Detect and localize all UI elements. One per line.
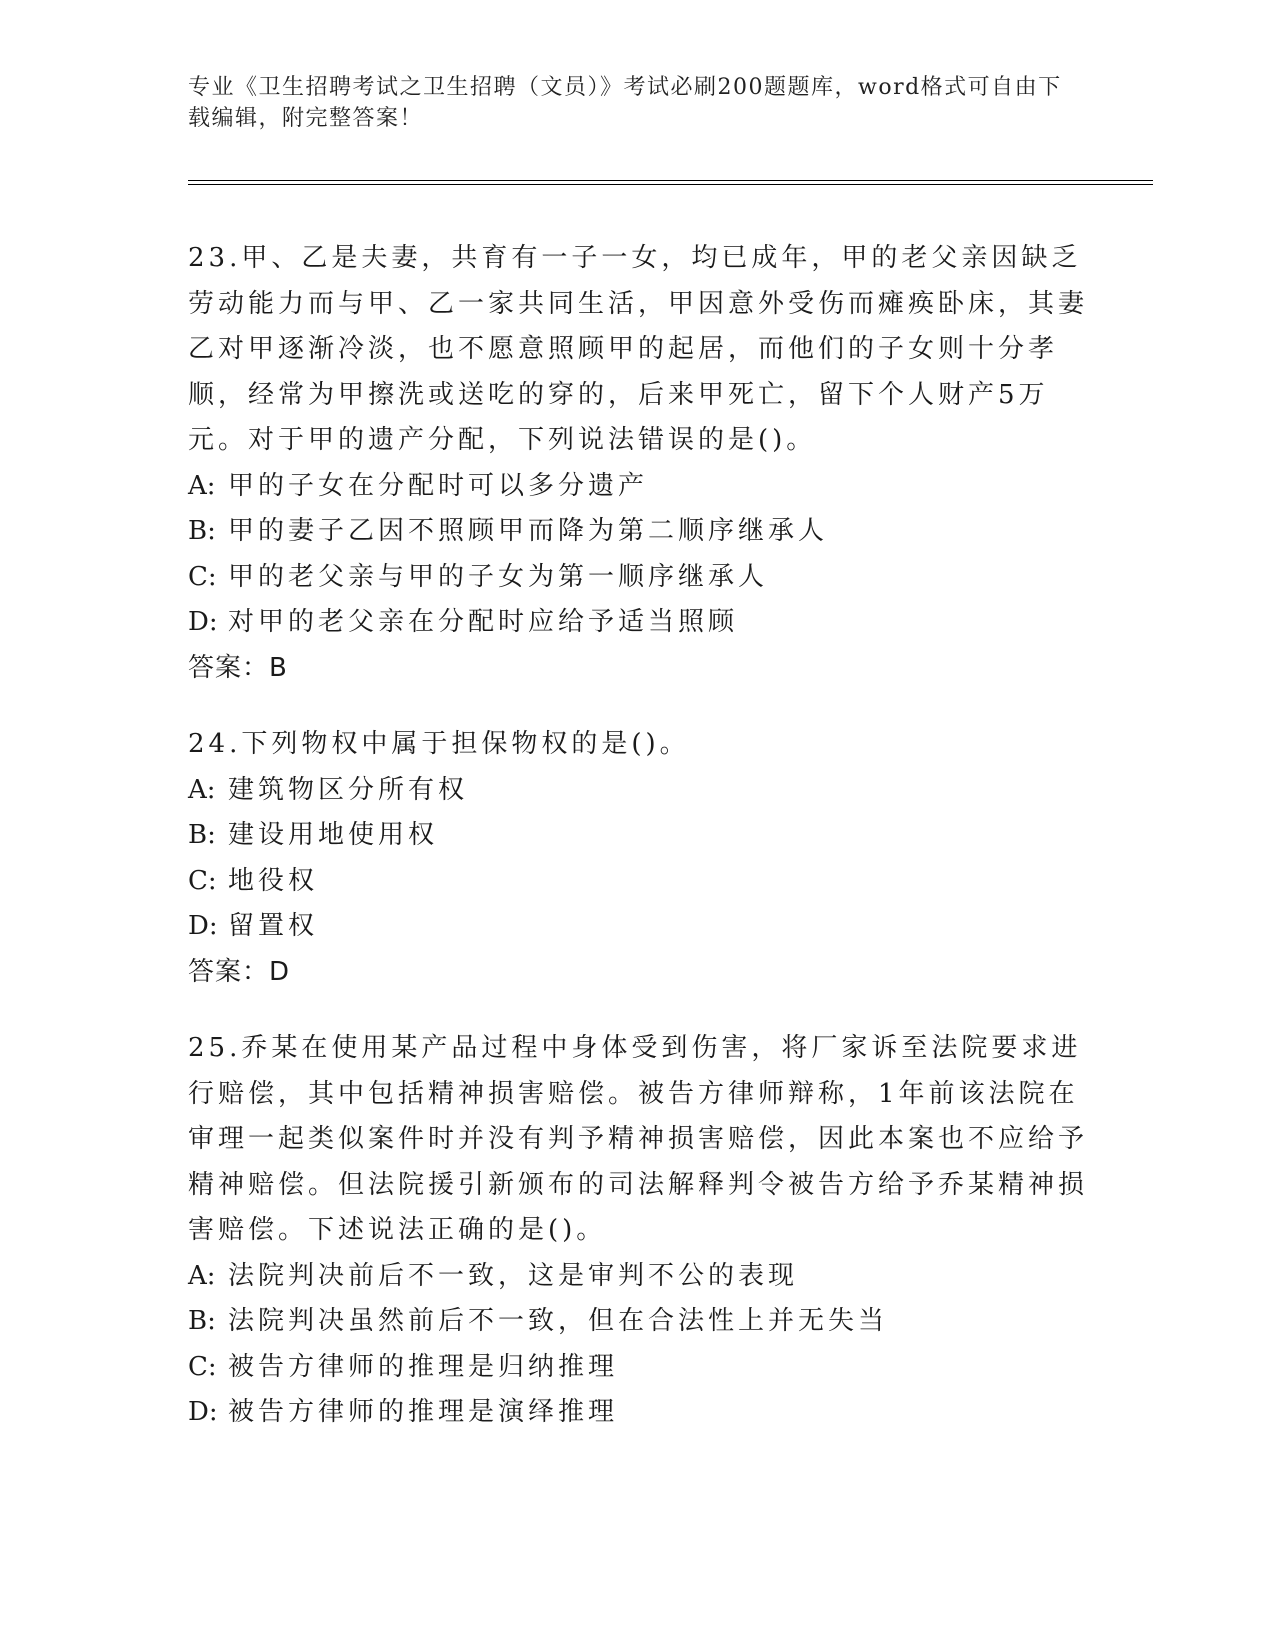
option-d xyxy=(188,1390,1088,1436)
header-divider xyxy=(188,180,1153,185)
question-stem: 23.甲、乙是夫妻，共育有一子一女，均已成年，甲的老父亲因缺乏劳动能力而与甲、乙一家共同生活，甲因意外受伤而瘫痪卧床，其妻乙对甲逐渐冷淡，也不愿意照顾甲的起居，而他们的子女则十分孝顺，经常为甲擦洗或送吃的穿的，后来甲死亡，留下个人财产5万元。对于甲的遗产分配，下列说法错误的是()。 xyxy=(188,243,1089,455)
option-d xyxy=(188,904,1088,950)
option-key: D: xyxy=(188,1397,218,1427)
option-c xyxy=(188,1345,1088,1391)
option-b xyxy=(188,813,1088,859)
question-stem: 24.下列物权中属于担保物权的是()。 xyxy=(188,729,690,759)
option-a xyxy=(188,768,1088,814)
option-text: 被告方律师的推理是归纳推理 xyxy=(228,1351,619,1382)
question-list xyxy=(188,236,1088,1467)
option-text: 甲的子女在分配时可以多分遗产 xyxy=(228,470,649,501)
option-c xyxy=(188,859,1088,905)
option-text: 留置权 xyxy=(228,911,319,941)
document-header: 专业《卫生招聘考试之卫生招聘（文员）》考试必刷200题题库，word格式可自由下载编辑，附完整答案！ xyxy=(188,75,1062,131)
option-key: A: xyxy=(188,774,216,805)
option-c xyxy=(188,555,1088,601)
answer: 答案：D xyxy=(188,956,291,987)
question-stem: 25.乔某在使用某产品过程中身体受到伤害，将厂家诉至法院要求进行赔偿，其中包括精神损害赔偿。被告方律师辩称，1年前该法院在审理一起类似案件时并没有判予精神损害赔偿，因此本案也不应给予精神赔偿。但法院援引新颁布的司法解释判令被告方给予乔某精神损害赔偿。下述说法正确的是()。 xyxy=(188,1033,1089,1245)
option-key: B: xyxy=(188,516,216,546)
option-a xyxy=(188,1254,1088,1300)
option-text: 甲的妻子乙因不照顾甲而降为第二顺序继承人 xyxy=(228,516,829,546)
option-key: A: xyxy=(188,1260,216,1291)
option-a xyxy=(188,464,1088,510)
option-text: 法院判决前后不一致，这是审判不公的表现 xyxy=(228,1260,799,1291)
option-text: 建筑物区分所有权 xyxy=(228,774,469,805)
option-b xyxy=(188,1299,1088,1345)
question-23 xyxy=(188,236,1088,691)
option-key: C: xyxy=(188,865,217,896)
question-25 xyxy=(188,1026,1088,1436)
option-b xyxy=(188,509,1088,555)
question-24 xyxy=(188,722,1088,995)
option-key: C: xyxy=(188,1351,217,1382)
option-key: B: xyxy=(188,820,216,850)
option-key: D: xyxy=(188,607,218,637)
option-text: 被告方律师的推理是演绎推理 xyxy=(228,1397,619,1427)
option-key: B: xyxy=(188,1306,216,1336)
option-text: 甲的老父亲与甲的子女为第一顺序继承人 xyxy=(228,561,769,592)
option-key: D: xyxy=(188,911,218,941)
option-text: 地役权 xyxy=(228,865,319,896)
option-text: 法院判决虽然前后不一致，但在合法性上并无失当 xyxy=(228,1306,889,1336)
option-d xyxy=(188,600,1088,646)
answer: 答案：B xyxy=(188,652,288,683)
option-text: 建设用地使用权 xyxy=(228,820,439,850)
option-key: A: xyxy=(188,470,216,501)
option-key: C: xyxy=(188,561,217,592)
option-text: 对甲的老父亲在分配时应给予适当照顾 xyxy=(228,607,739,637)
